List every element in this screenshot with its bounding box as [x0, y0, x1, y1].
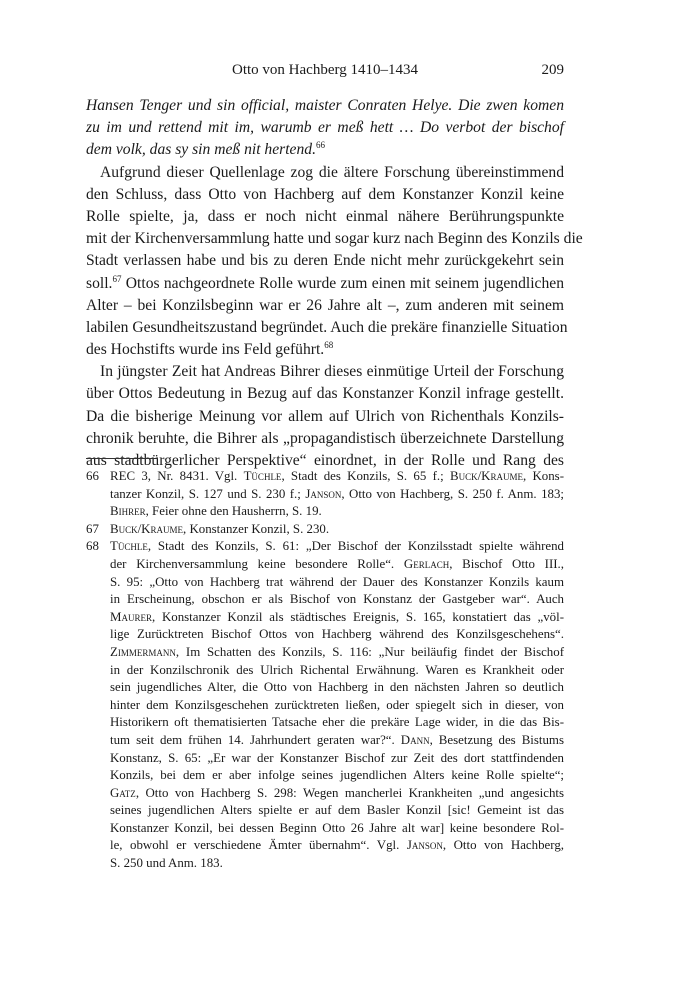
footnote-text: , Im Schatten des Konzils, S. 116: „Nur beiläufig findet der Bischof — [175, 644, 564, 659]
paragraph-line: über Ottos Bedeutung in Bezug auf das Konstanzer Konzil infrage gestellt. — [86, 385, 564, 403]
footnote-text: , Bischof Otto III., — [449, 556, 564, 571]
footnote-text: , Konstanzer Konzil als städtisches Ereignis, S. 165, konstatiert das „völ- — [151, 609, 564, 624]
footnote-line — [110, 785, 564, 803]
footnote-text: lige Zurücktreten Bischof Ottos von Hachberg während des Konzilsgeschehens“. — [110, 627, 564, 642]
footnote-text: Konstanzer Konzil, bei dessen Beginn Otto 26 Jahre alt war] keine besondere Rol- — [110, 820, 564, 835]
footnote-text: , Stadt des Konzils, S. 65 f.; — [281, 469, 450, 483]
paragraph-line: Rolle spielte, ja, dass er noch nicht einmal nähere Berührungspunkte — [86, 207, 564, 225]
cited-author: Tüchle — [110, 539, 148, 554]
footnote-text: , Kons- — [522, 469, 564, 483]
cited-author: Gerlach — [403, 556, 450, 571]
footnote-text: in Erscheinung, obschon er als Bischof von Konstanz der Gastgeber war“. Auch — [110, 592, 564, 607]
cited-author: Maurer — [110, 609, 152, 624]
footnote-text: Konstanz, S. 65: „Er war der Konstanzer Bischof zur Zeit des dort stattfindenden — [110, 750, 564, 765]
footnote-line — [110, 837, 564, 855]
cited-author: Zimmermann — [110, 644, 176, 659]
paragraph-line: mit der Kirchenversammlung hatte und sogar kurz nach Beginn des Konzils die — [86, 230, 583, 248]
paragraph-line: In jüngster Zeit hat Andreas Bihrer dieses einmütige Urteil der Forschung — [100, 363, 564, 381]
footnote-number: 66 — [86, 469, 99, 483]
footnote-text: sein jugendliches Alter, die Otto von Hachberg in den nächsten Jahren so deutlich — [110, 680, 564, 695]
paragraph-line: aus stadtbürgerlicher Perspektive“ einordnet, in der Rolle und Rang des — [86, 452, 564, 469]
cited-author: Tüchle — [243, 469, 282, 483]
footnote-line — [110, 662, 564, 680]
paragraph-line: Da die bisherige Meinung vor allem auf Ulrich von Richenthals Konzils- — [86, 407, 564, 425]
footnote-text: seines jugendlichen Alters spielte er auf dem Basler Konzil [sic! Gemeint ist das — [110, 803, 564, 818]
footnote-line — [110, 714, 564, 732]
footnote-text: , Feier ohne den Hausherrn, S. 19. — [145, 504, 322, 519]
quote-line-text: dem volk, das sy sin meß nit hertend. — [86, 141, 316, 159]
footnote-separator — [86, 458, 158, 459]
running-head-title: Otto von Hachberg 1410–1434 — [232, 62, 418, 78]
footnote-line — [110, 574, 564, 592]
footnote-line — [110, 538, 564, 556]
footnote-line — [110, 750, 564, 768]
footnote-text: hinter dem Konzilsgeschehen zurücktreten ließen, oder spiegelt sich in dieser, von — [110, 697, 564, 712]
footnote-line — [110, 468, 564, 486]
quote-line — [86, 139, 564, 161]
paragraph-text: Ottos nachgeordnete Rolle wurde zum einen mit seinem jugendlichen — [121, 274, 564, 292]
footnote-line — [110, 767, 564, 785]
cited-author: Bihrer — [110, 504, 146, 519]
footnote-line — [110, 802, 564, 820]
footnote-number: 67 — [86, 521, 99, 536]
paragraph-line: labilen Gesundheitszustand begründet. Auch die prekäre finanzielle Situation — [86, 318, 568, 336]
footnote-ref: 66 — [315, 140, 325, 151]
footnote-text: Historikern oft thematisierten Tatsache eher die prekäre Lage wider, in die das Bis- — [110, 715, 564, 730]
footnote-line — [110, 609, 564, 627]
footnote-line — [110, 591, 564, 609]
cited-author: Buck/Kraume — [449, 469, 523, 483]
footnote — [86, 521, 564, 539]
running-head — [86, 62, 564, 82]
cited-author: Janson — [305, 486, 342, 501]
footnote-text: le, obwohl er verschiedene Ämter übernahm“. Vgl. — [110, 838, 407, 853]
footnote-text: , Konstanzer Konzil, S. 230. — [183, 521, 330, 536]
footnote-number: 68 — [86, 539, 99, 554]
footnotes — [86, 468, 564, 873]
paragraph-line: Aufgrund dieser Quellenlage zog die ältere Forschung übereinstimmend — [100, 163, 564, 181]
footnote-text: , Besetzung des Bistums — [429, 732, 564, 747]
footnote-line — [110, 626, 564, 644]
footnote-text: , Stadt des Konzils, S. 61: „Der Bischof der Konzilsstadt spielte während — [147, 539, 564, 554]
footnote-text: der Kirchenversammlung keine besondere Rolle“. — [110, 556, 404, 571]
footnote — [86, 538, 564, 872]
footnote-line — [110, 521, 564, 539]
footnote-line — [110, 855, 564, 873]
footnote-text: S. 250 und Anm. 183. — [110, 856, 223, 871]
paragraph-text: des Hochstifts wurde ins Feld geführt. — [86, 341, 325, 359]
footnote-text: tanzer Konzil, S. 127 und S. 230 f.; — [110, 486, 306, 501]
footnote-text: REC 3, Nr. 8431. Vgl. — [110, 469, 244, 483]
paragraph-line: chronik beruhte, die Bihrer als „propagandistisch überzeichnete Darstellung — [86, 429, 564, 447]
footnote-body — [86, 521, 564, 539]
footnote-body — [86, 468, 564, 521]
footnote-text: in der Konzilschronik des Ulrich Richental Erwähnung. Waren es Krankheit oder — [110, 662, 564, 677]
footnote-text: , Otto von Hachberg, S. 250 f. Anm. 183; — [341, 486, 564, 501]
page-number: 209 — [541, 62, 564, 78]
footnote-ref: 68 — [324, 340, 334, 351]
paragraph-text: soll. — [86, 274, 113, 292]
paragraph-line: den Schluss, dass Otto von Hachberg auf dem Konstanzer Konzil keine — [86, 185, 564, 203]
footnote-text: , Otto von Hachberg S. 298: Wegen mancherlei Krankheiten „und angesichts — [135, 785, 564, 800]
footnote-line — [110, 820, 564, 838]
paragraph-line — [86, 273, 564, 295]
footnote-line — [110, 679, 564, 697]
quote-line: Hansen Tenger und sin official, maister Conraten Helye. Die zwen komen — [86, 97, 564, 114]
cited-author: Dann — [400, 732, 430, 747]
cited-author: Buck/Kraume — [110, 521, 183, 536]
paragraph-line: Stadt verlassen habe und bis zu deren Ende nicht mehr zurückgekehrt sein — [86, 252, 564, 270]
footnote-line — [110, 732, 564, 750]
footnote-ref: 67 — [112, 273, 122, 284]
footnote-text: S. 95: „Otto von Hachberg trat während der Dauer des Konstanzer Konzils kaum — [110, 574, 564, 589]
cited-author: Janson — [406, 838, 443, 853]
footnote-line — [110, 486, 564, 504]
main-text — [86, 95, 583, 472]
footnote — [86, 468, 564, 521]
quote-line: zu im und rettend mit im, warumb er meß hett … Do verbot der bischof — [86, 119, 564, 137]
paragraph-line: Alter – bei Konzilsbeginn war er 26 Jahre alt –, zum anderen mit seinem — [86, 296, 564, 314]
footnote-line — [110, 503, 564, 521]
footnote-line — [110, 644, 564, 662]
footnote-text: , Otto von Hachberg, — [442, 838, 564, 853]
footnote-line — [110, 556, 564, 574]
footnote-line — [110, 697, 564, 715]
paragraph-line — [86, 339, 564, 361]
footnote-text: Konzils, bei dem er aber infolge seines jugendlichen Alters keine Rolle spielte“; — [110, 768, 564, 783]
footnote-text: tum seit dem frühen 14. Jahrhundert geraten war?“. — [110, 732, 401, 747]
footnote-body — [86, 538, 564, 872]
cited-author: Gatz — [110, 785, 136, 800]
